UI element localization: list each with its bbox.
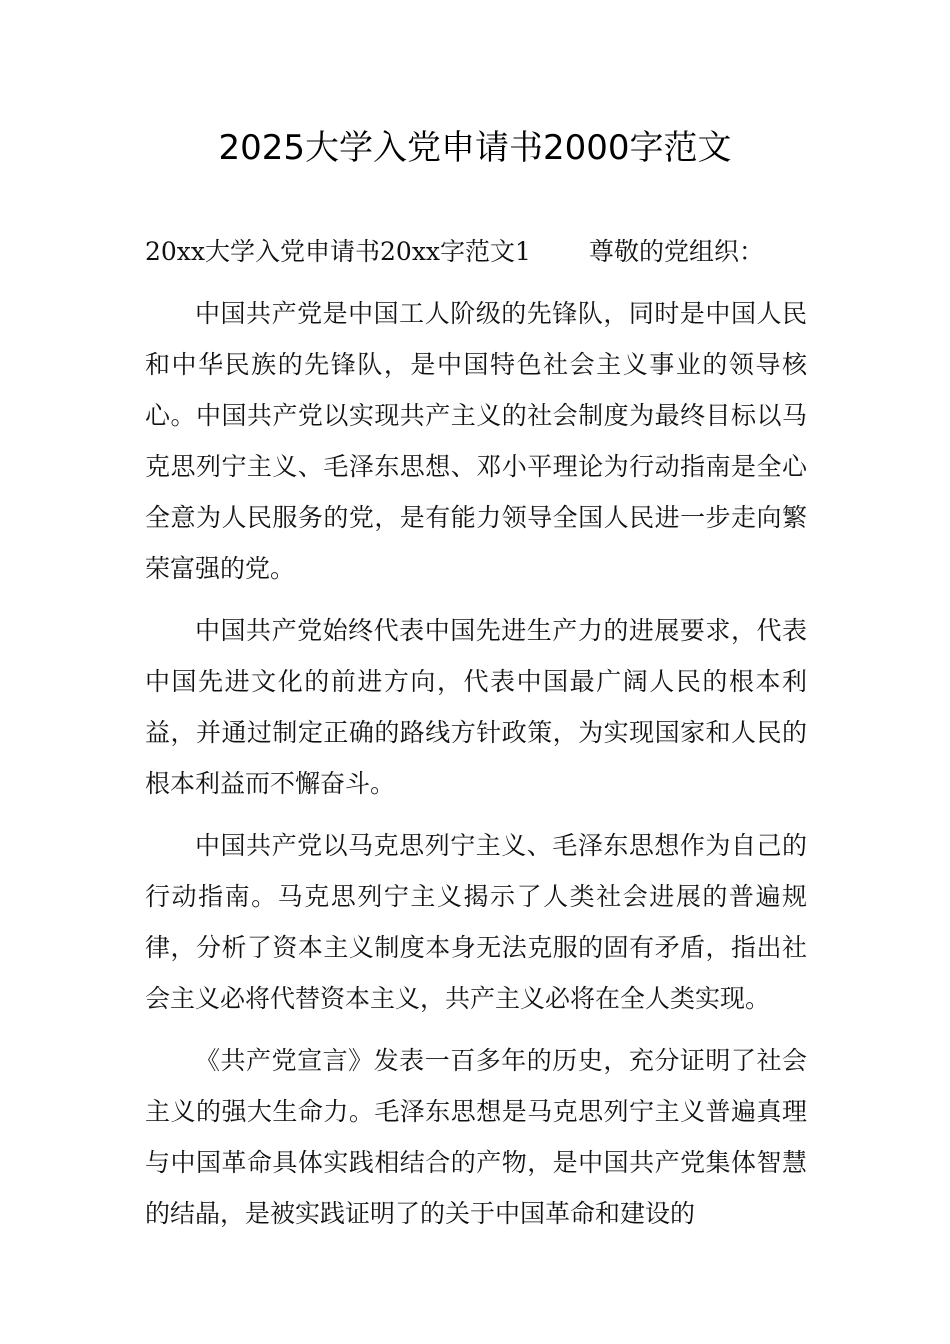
paragraph-3: 中国共产党以马克思列宁主义、毛泽东思想作为自己的行动指南。马克思列宁主义揭示了人类社会进展的普遍规律，分析了资本主义制度本身无法克服的固有矛盾，指出社会主义必将代替资本主义，共产主义必将在全人类实现。: [145, 831, 807, 1013]
paragraph-4: 《共产党宣言》发表一百多年的历史，充分证明了社会主义的强大生命力。毛泽东思想是马克思列宁主义普遍真理与中国革命具体实践相结合的产物，是中国共产党集体智慧的结晶，是被实践证明了的关于中国革命和建设的: [145, 1046, 807, 1228]
document-body: [145, 226, 807, 1250]
paragraph-2: 中国共产党始终代表中国先进生产力的进展要求，代表中国先进文化的前进方向，代表中国最广阔人民的根本利益，并通过制定正确的路线方针政策，为实现国家和人民的根本利益而不懈奋斗。: [145, 616, 807, 798]
salutation: 尊敬的党组织：: [588, 237, 764, 266]
intro-heading: 20xx大学入党申请书20xx字范文1: [145, 237, 531, 266]
intro-line: [145, 226, 807, 277]
document-title: 2025大学入党申请书2000字范文: [218, 128, 732, 168]
paragraph-1: 中国共产党是中国工人阶级的先锋队，同时是中国人民和中华民族的先锋队，是中国特色社会主义事业的领导核心。中国共产党以实现共产主义的社会制度为最终目标以马克思列宁主义、毛泽东思想、邓小平理论为行动指南是全心全意为人民服务的党，是有能力领导全国人民进一步走向繁荣富强的党。: [145, 299, 807, 583]
